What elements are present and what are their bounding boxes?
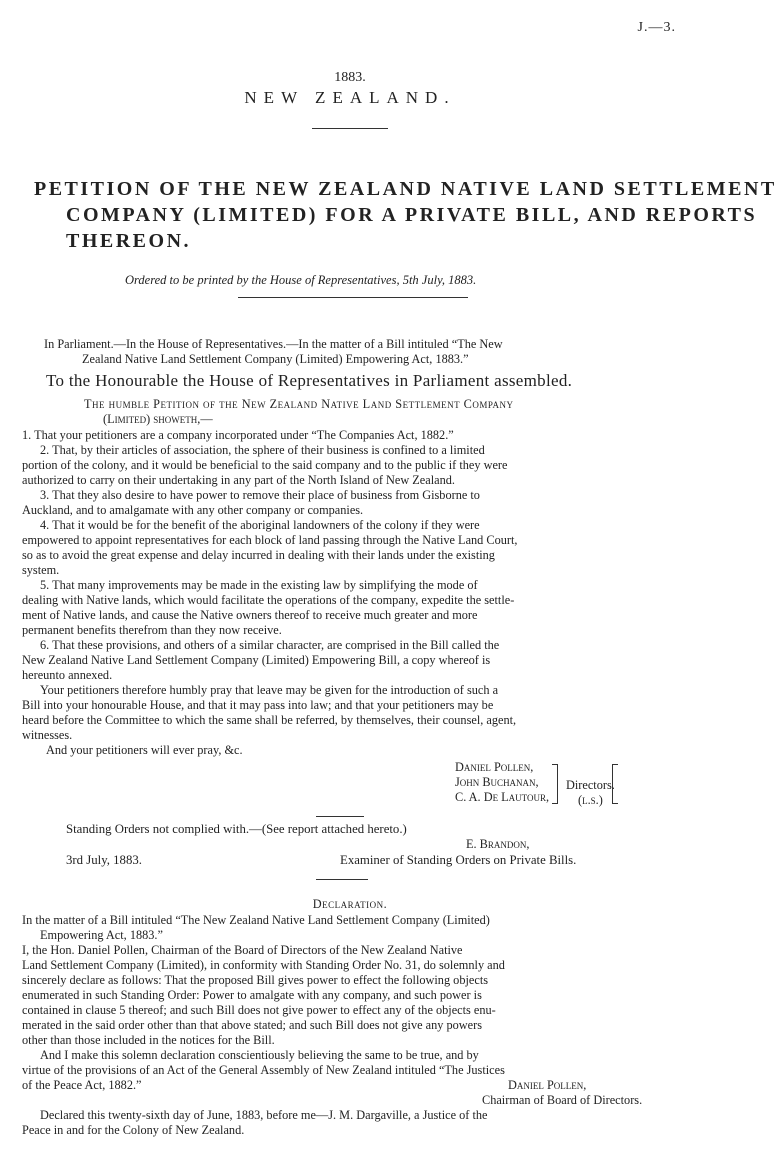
- intro-line-1: In Parliament.—In the House of Representatives.—In the matter of a Bill intituled “The New: [44, 337, 503, 351]
- declaration-line: Land Settlement Company (Limited), in conformity with Standing Order No. 31, do solemnly and: [22, 958, 505, 972]
- standing-orders-signer: E. Brandon,: [466, 837, 530, 851]
- standing-orders-signer-title: Examiner of Standing Orders on Private Bills.: [340, 853, 577, 867]
- signatory-name: John Buchanan,: [455, 775, 539, 789]
- document-title-line-3: THEREON.: [66, 230, 192, 252]
- declaration-line: of the Peace Act, 1882.”: [22, 1078, 142, 1092]
- petition-line: Your petitioners therefore humbly pray that leave may be given for the introduction of such a: [40, 683, 499, 697]
- standing-orders-date: 3rd July, 1883.: [66, 853, 142, 867]
- declaration-line: sincerely declare as follows: That the proposed Bill gives power to effect the following objects: [22, 973, 489, 987]
- petition-line: 4. That it would be for the benefit of the aboriginal landowners of the colony if they were: [40, 518, 480, 532]
- declaration-closing-line-1: Declared this twenty-sixth day of June, 1883, before me—J. M. Dargaville, a Justice of the: [40, 1108, 488, 1122]
- standing-orders-divider: [316, 879, 368, 880]
- declaration-line: virtue of the provisions of an Act of the General Assembly of New Zealand intituled “The Justices: [22, 1063, 505, 1077]
- petition-line: ment of Native lands, and cause the Native owners thereof to receive much greater and more: [22, 608, 478, 622]
- petition-line: Bill into your honourable House, and that it may pass into law; and that your petitioners may be: [22, 698, 494, 712]
- signatories-divider: [316, 816, 364, 817]
- petition-line: 2. That, by their articles of association, the sphere of their business is confined to a limited: [40, 443, 485, 457]
- petition-line: 5. That many improvements may be made in the existing law by simplifying the mode of: [40, 578, 478, 592]
- petition-line: portion of the colony, and it would be beneficial to the said company and to the public if they were: [22, 458, 508, 472]
- petition-line: so as to avoid the great expense and delay incurred in dealing with their lands under the existing: [22, 548, 495, 562]
- declaration-line: And I make this solemn declaration conscientiously believing the same to be true, and by: [40, 1048, 479, 1062]
- document-title-line-2: COMPANY (LIMITED) FOR A PRIVATE BILL, AND REPORTS: [66, 204, 758, 226]
- address-heading: To the Honourable the House of Representatives in Parliament assembled.: [46, 371, 573, 390]
- petition-line: 3. That they also desire to have power to remove their place of business from Gisborne to: [40, 488, 480, 502]
- petition-line: New Zealand Native Land Settlement Company (Limited) Empowering Bill, a copy whereof is: [22, 653, 491, 667]
- title-divider: [238, 297, 468, 298]
- declaration-line: contained in clause 5 thereof; and such Bill does not give power to effect any of the objects enu-: [22, 1003, 496, 1017]
- declaration-signer-title: Chairman of Board of Directors.: [482, 1093, 643, 1107]
- signatory-name: Daniel Pollen,: [455, 760, 534, 774]
- declaration-closing-line-2: Peace in and for the Colony of New Zealand.: [22, 1123, 245, 1137]
- page-reference: J.—3.: [637, 20, 676, 35]
- declaration-signer: Daniel Pollen,: [508, 1078, 587, 1092]
- declaration-heading: Declaration.: [312, 897, 388, 911]
- signatories-brace-left: [552, 764, 558, 804]
- petition-heading-line-2: (Limited) showeth,—: [103, 412, 213, 426]
- signatories-role: Directors.: [566, 778, 615, 792]
- signatories-seal: (l.s.): [578, 793, 603, 807]
- document-year: 1883.: [334, 70, 366, 85]
- petition-line: And your petitioners will ever pray, &c.: [46, 743, 243, 757]
- petition-line: 6. That these provisions, and others of a similar character, are comprised in the Bill called the: [40, 638, 500, 652]
- order-to-print: Ordered to be printed by the House of Representatives, 5th July, 1883.: [125, 273, 477, 287]
- declaration-line: In the matter of a Bill intituled “The New Zealand Native Land Settlement Company (Limited): [22, 913, 490, 927]
- petition-line: empowered to appoint representatives for each block of land passing through the Native Land Court,: [22, 533, 518, 547]
- signatory-name: C. A. De Lautour,: [455, 790, 550, 804]
- declaration-line: Empowering Act, 1883.”: [40, 928, 163, 942]
- header-divider: [312, 128, 388, 129]
- petition-line: heard before the Committee to which the same shall be referred, by themselves, their counsel, agent,: [22, 713, 517, 727]
- standing-orders-note: Standing Orders not complied with.—(See report attached hereto.): [66, 822, 407, 836]
- declaration-line: merated in the said order other than that above stated; and such Bill does not give any powers: [22, 1018, 482, 1032]
- declaration-line: other than those included in the notices for the Bill.: [22, 1033, 275, 1047]
- declaration-line: I, the Hon. Daniel Pollen, Chairman of the Board of Directors of the New Zealand Native: [22, 943, 463, 957]
- document-title-line-1: PETITION OF THE NEW ZEALAND NATIVE LAND SETTLEMENT: [34, 178, 777, 200]
- petition-line: dealing with Native lands, which would facilitate the operations of the company, expedite the settle-: [22, 593, 515, 607]
- petition-line: witnesses.: [22, 728, 73, 742]
- petition-line: hereunto annexed.: [22, 668, 113, 682]
- intro-line-2: Zealand Native Land Settlement Company (Limited) Empowering Act, 1883.”: [82, 352, 469, 366]
- declaration-line: enumerated in such Standing Order: Power to amalgate with any company, and such power is: [22, 988, 482, 1002]
- petition-line: Auckland, and to amalgamate with any other company or companies.: [22, 503, 364, 517]
- petition-line: authorized to carry on their undertaking in any part of the North Island of New Zealand.: [22, 473, 455, 487]
- document-country: NEW ZEALAND.: [244, 88, 456, 107]
- petition-line: 1. That your petitioners are a company incorporated under “The Companies Act, 1882.”: [22, 428, 454, 442]
- petition-line: permanent benefits therefrom than they now receive.: [22, 623, 282, 637]
- petition-line: system.: [22, 563, 60, 577]
- petition-heading-line-1: The humble Petition of the New Zealand Native Land Settlement Company: [84, 397, 514, 411]
